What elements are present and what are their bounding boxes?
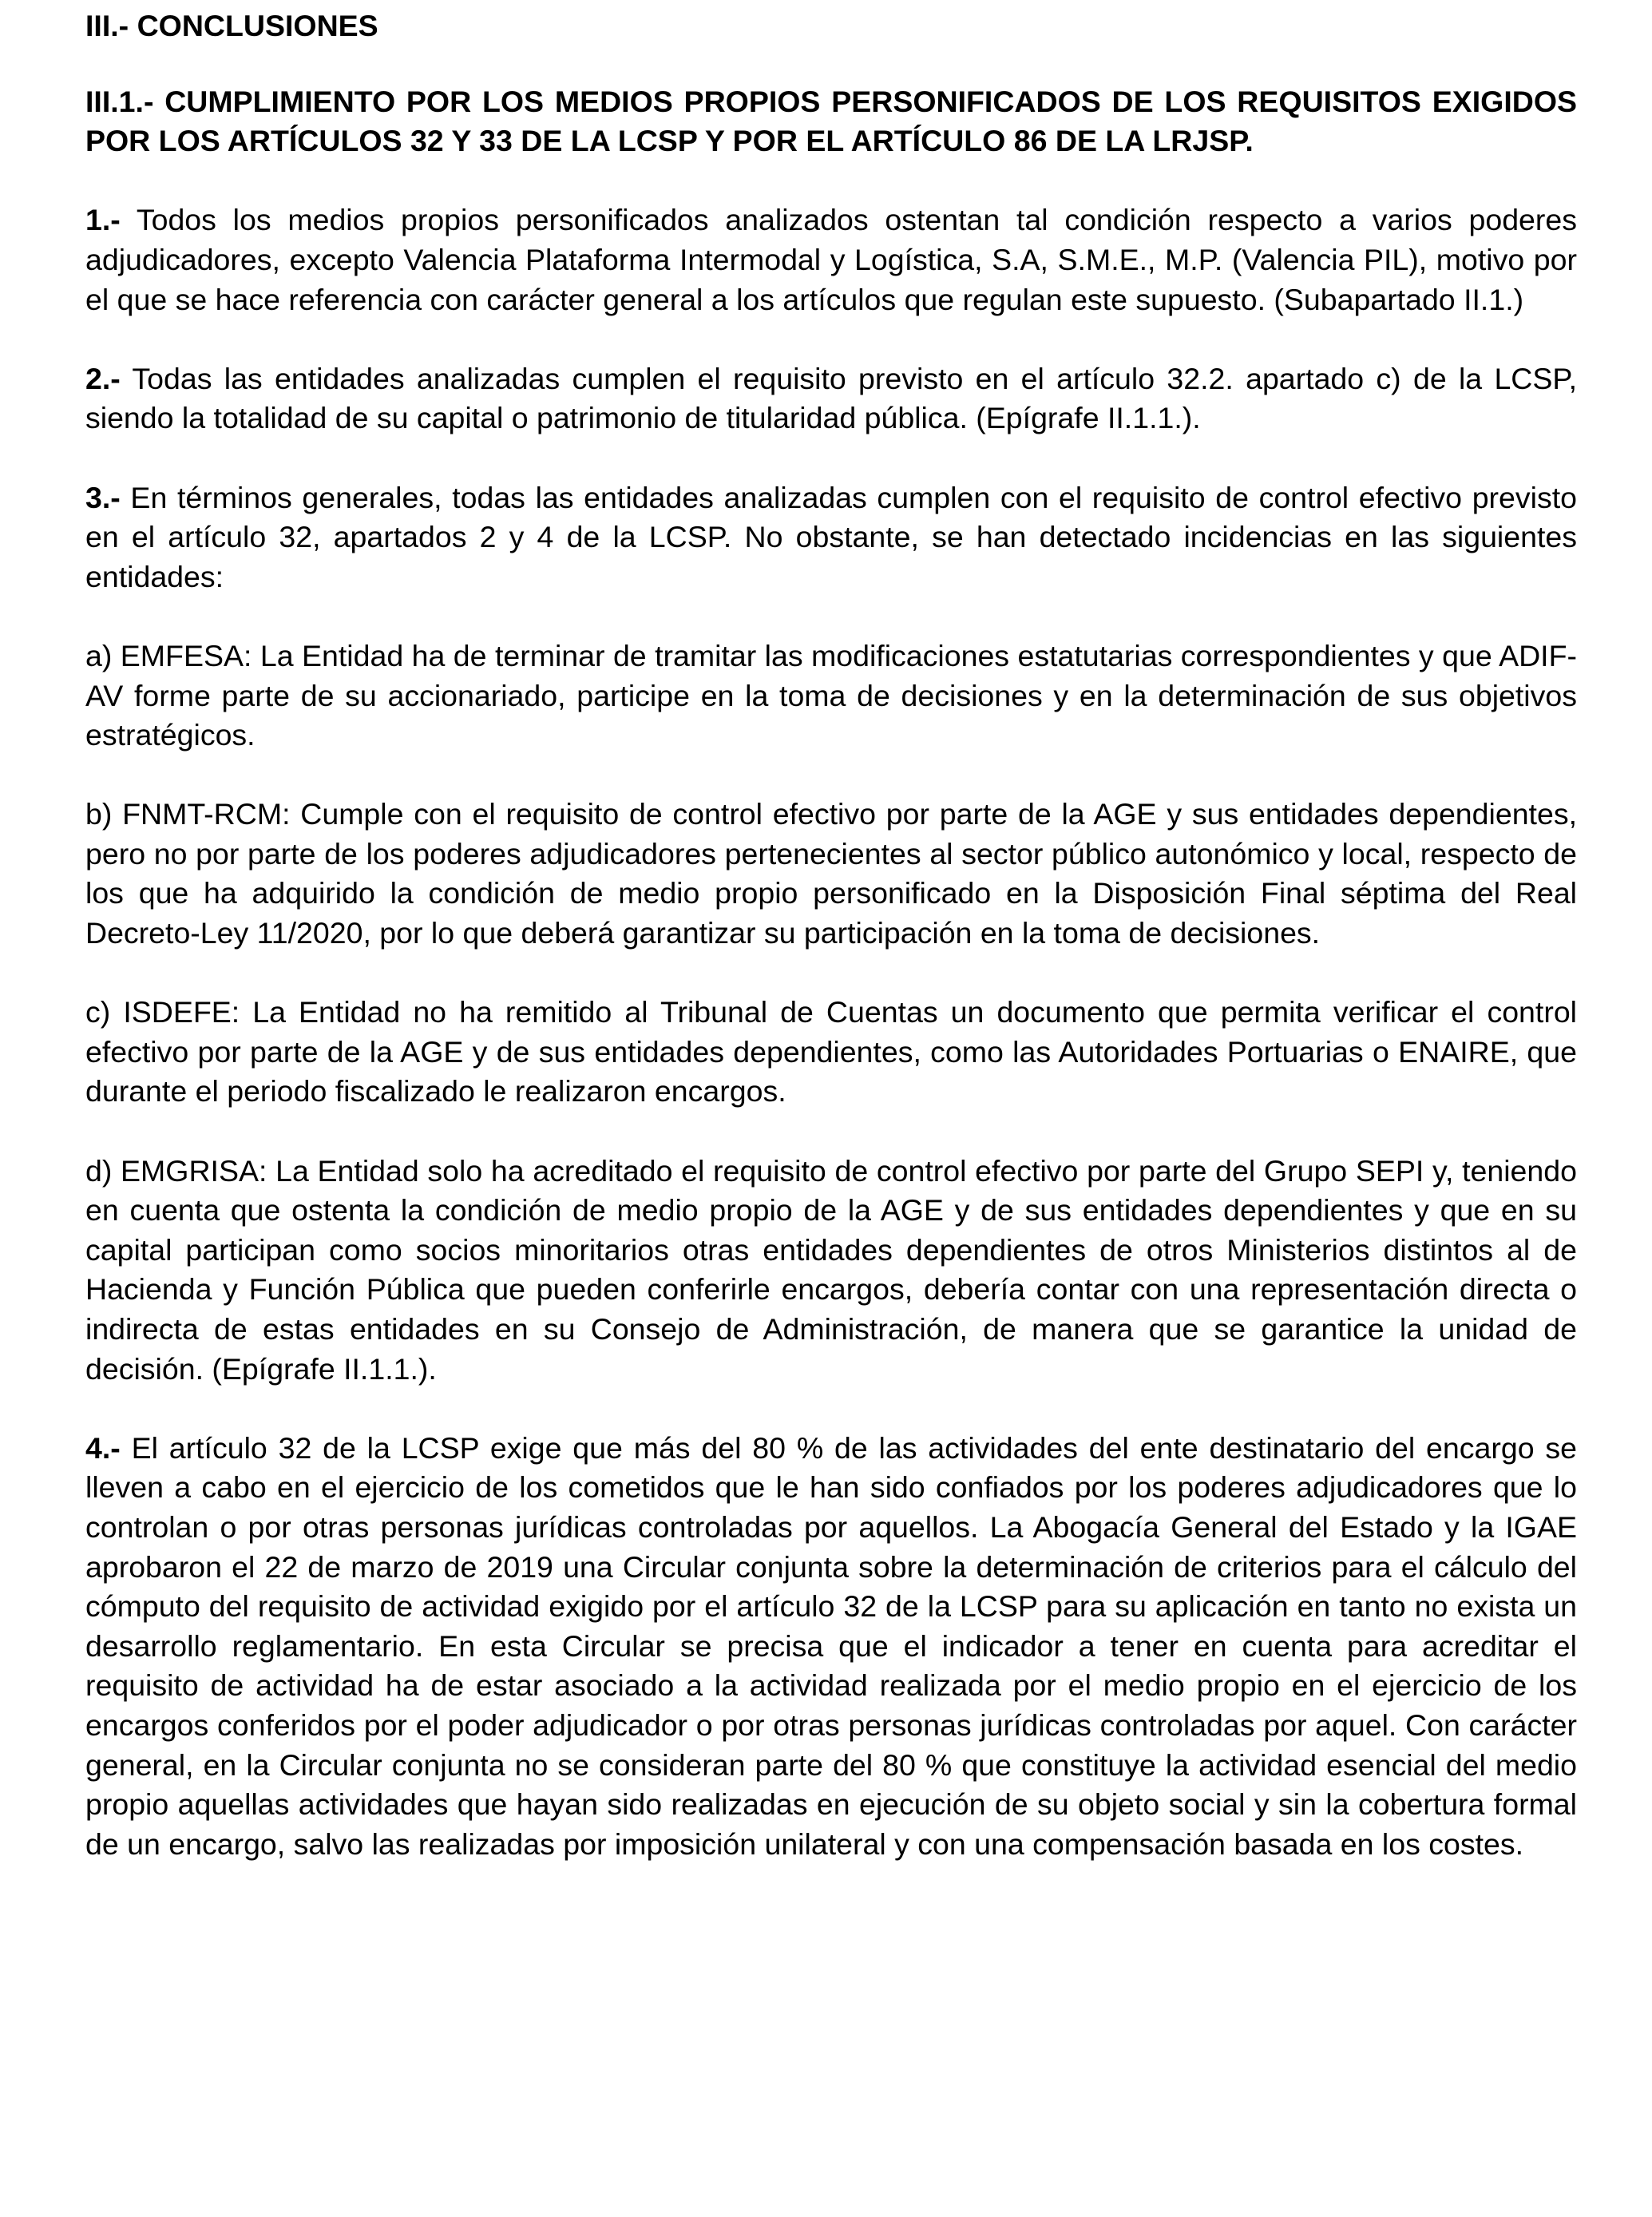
paragraph-text: b) FNMT-RCM: Cumple con el requisito de control efectivo por parte de la AGE y sus entidades dependientes, pero no por parte de los poderes adjudicadores pertenecientes al sector público autonómico y local, respecto de los que ha adquirido la condición de medio propio personificado en la Disposición Final séptima del Real Decreto-Ley 11/2020, por lo que deberá garantizar su participación en la toma de decisiones. bbox=[85, 797, 1577, 950]
paragraph-text: En términos generales, todas las entidades analizadas cumplen con el requisito de control efectivo previsto en el artículo 32, apartados 2 y 4 de la LCSP. No obstante, se han detectado incidencias en las siguientes entidades: bbox=[85, 480, 1577, 593]
conclusion-paragraph-3 bbox=[85, 478, 1577, 597]
paragraph-number: 4.- bbox=[85, 1430, 121, 1465]
paragraph-number: 1.- bbox=[85, 203, 121, 237]
section-title: III.- CONCLUSIONES bbox=[85, 9, 378, 42]
conclusion-paragraph-4 bbox=[85, 1429, 1577, 1865]
paragraph-text: c) ISDEFE: La Entidad no ha remitido al Tribunal de Cuentas un documento que permita verificar el control efectivo por parte de la AGE y de sus entidades dependientes, como las Autoridades Portuarias o ENAIRE, que durante el periodo fiscalizado le realizaron encargos. bbox=[85, 995, 1577, 1108]
conclusion-paragraph-1 bbox=[85, 200, 1577, 319]
item-fnmt-rcm bbox=[85, 795, 1577, 953]
item-emgrisa bbox=[85, 1152, 1577, 1390]
subsection-title: III.1.- CUMPLIMIENTO POR LOS MEDIOS PROPIOS PERSONIFICADOS DE LOS REQUISITOS EXIGIDOS POR LOS ARTÍCULOS 32 Y 33 DE LA LCSP Y POR EL ARTÍCULO 86 DE LA LRJSP. bbox=[85, 84, 1577, 158]
paragraph-text: d) EMGRISA: La Entidad solo ha acreditado el requisito de control efectivo por parte del Grupo SEPI y, teniendo en cuenta que ostenta la condición de medio propio de la AGE y de sus entidades dependientes y que en su capital participan como socios minoritarios otras entidades dependientes de otros Ministerios distintos al de Hacienda y Función Pública que pueden conferirle encargos, debería contar con una representación directa o indirecta de estas entidades en su Consejo de Administración, de manera que se garantice la unidad de decisión. (Epígrafe II.1.1.). bbox=[85, 1153, 1577, 1386]
paragraph-number: 3.- bbox=[85, 480, 121, 514]
item-isdefe bbox=[85, 993, 1577, 1112]
item-emfesa bbox=[85, 637, 1577, 756]
paragraph-number: 2.- bbox=[85, 361, 121, 395]
paragraph-text: a) EMFESA: La Entidad ha de terminar de tramitar las modificaciones estatutarias correspondientes y que ADIF-AV forme parte de su accionariado, participe en la toma de decisiones y en la determinación de sus objetivos estratégicos. bbox=[85, 638, 1577, 752]
paragraph-text: Todos los medios propios personificados analizados ostentan tal condición respecto a varios poderes adjudicadores, excepto Valencia Plataforma Intermodal y Logística, S.A, S.M.E., M.P. (Valencia PIL), motivo por el que se hace referencia con carácter general a los artículos que regulan este supuesto. (Subapartado II.1.) bbox=[85, 203, 1577, 316]
paragraph-text: Todas las entidades analizadas cumplen el requisito previsto en el artículo 32.2. apartado c) de la LCSP, siendo la totalidad de su capital o patrimonio de titularidad pública. (Epígrafe II.1.1.). bbox=[85, 361, 1577, 435]
paragraph-text: El artículo 32 de la LCSP exige que más del 80 % de las actividades del ente destinatario del encargo se lleven a cabo en el ejercicio de los cometidos que le han sido confiados por los poderes adjudicadores que lo controlan o por otras personas jurídicas controladas por aquellos. La Abogacía General del Estado y la IGAE aprobaron el 22 de marzo de 2019 una Circular conjunta sobre la determinación de criterios para el cálculo del cómputo del requisito de actividad exigido por el artículo 32 de la LCSP para su aplicación en tanto no exista un desarrollo reglamentario. En esta Circular se precisa que el indicador a tener en cuenta para acreditar el requisito de actividad ha de estar asociado a la actividad realizada por el medio propio en el ejercicio de los encargos conferidos por el poder adjudicador o por otras personas jurídicas controladas por aquel. Con carácter general, en la Circular conjunta no se consideran parte del 80 % que constituye la actividad esencial del medio propio aquellas actividades que hayan sido realizadas en ejecución de su objeto social y sin la cobertura formal de un encargo, salvo las realizadas por imposición unilateral y con una compensación basada en los costes. bbox=[85, 1430, 1577, 1861]
document-page bbox=[85, 6, 1577, 1904]
conclusion-paragraph-2 bbox=[85, 359, 1577, 438]
